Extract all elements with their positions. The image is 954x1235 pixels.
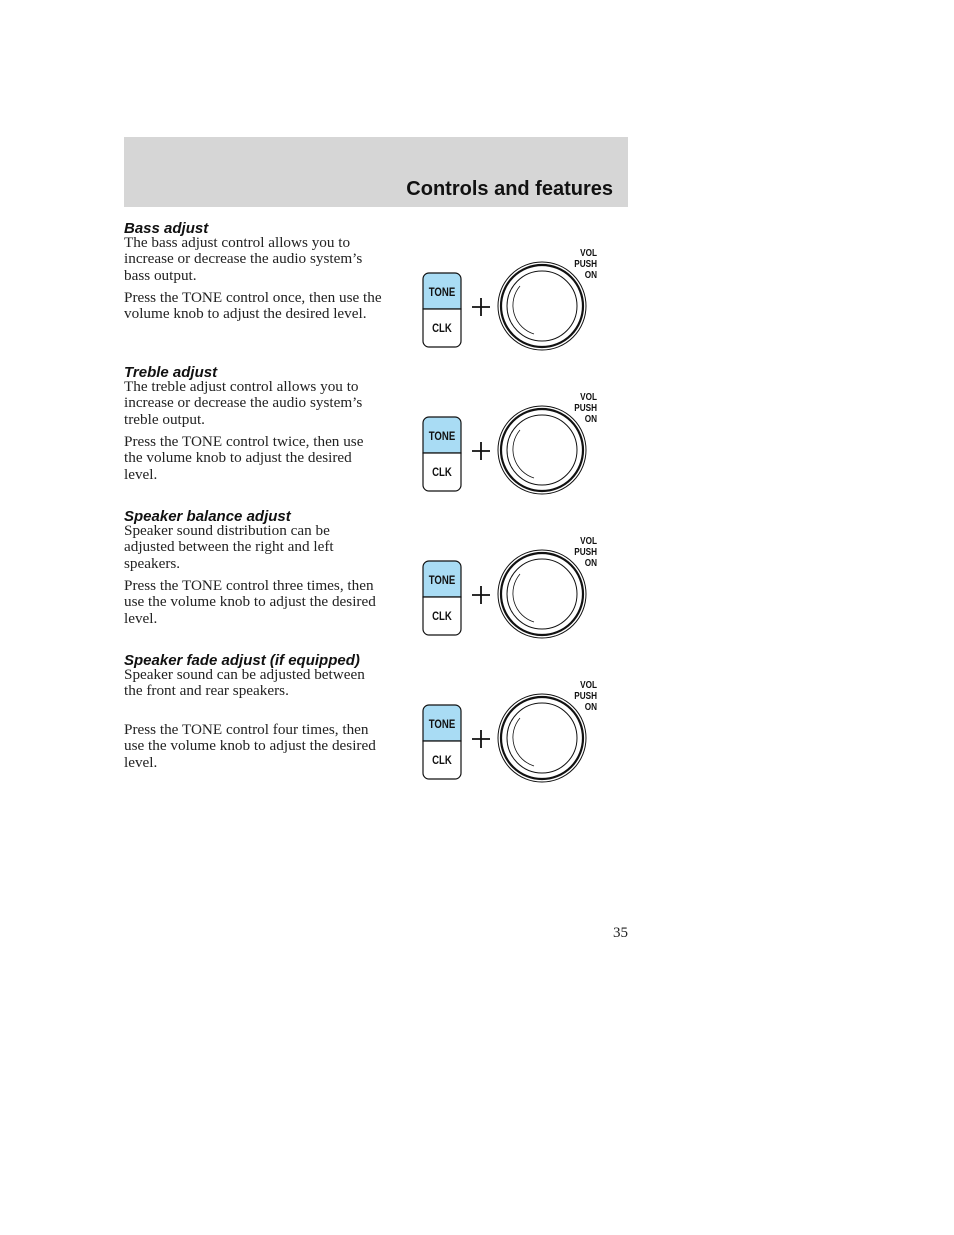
section-heading: Speaker fade adjust (if equipped) xyxy=(124,652,360,669)
on-label: ON xyxy=(584,269,597,281)
push-label: PUSH xyxy=(574,402,597,414)
tone-volume-diagram xyxy=(422,526,597,651)
page-title: Controls and features xyxy=(406,178,613,200)
plus-icon xyxy=(472,442,490,460)
tone-label: TONE xyxy=(428,574,456,588)
vol-label: VOL xyxy=(580,247,597,259)
section-paragraph-1: The treble adjust control allows you to increase or decrease the audio system’s treble output. xyxy=(124,378,363,428)
header-band xyxy=(124,137,628,207)
section xyxy=(124,364,597,508)
section-paragraph-1: Speaker sound can be adjusted between the front and rear speakers. xyxy=(124,666,365,700)
section-heading: Bass adjust xyxy=(124,220,209,237)
tone-label: TONE xyxy=(428,286,456,300)
section-paragraph-1: The bass adjust control allows you to increase or decrease the audio system’s bass output. xyxy=(124,234,363,284)
diagram-svg xyxy=(422,238,597,363)
diagram-svg xyxy=(422,526,597,651)
on-label: ON xyxy=(584,701,597,713)
tone-label: TONE xyxy=(428,430,456,444)
tone-volume-diagram xyxy=(422,238,597,363)
volume-knob-icon xyxy=(498,694,586,782)
clk-label: CLK xyxy=(432,610,452,624)
clk-label: CLK xyxy=(432,466,452,480)
diagram-svg xyxy=(422,670,597,795)
diagram-svg xyxy=(422,382,597,507)
section-paragraph-2: Press the TONE control three times, then use the volume knob to adjust the desired level. xyxy=(124,577,376,627)
tone-volume-diagram xyxy=(422,670,597,795)
on-label: ON xyxy=(584,557,597,569)
clk-label: CLK xyxy=(432,754,452,768)
volume-knob-icon xyxy=(498,406,586,494)
vol-label: VOL xyxy=(580,535,597,547)
section xyxy=(124,220,597,364)
plus-icon xyxy=(472,586,490,604)
section-heading: Speaker balance adjust xyxy=(124,508,291,525)
plus-icon xyxy=(472,298,490,316)
push-label: PUSH xyxy=(574,258,597,270)
section-paragraph-1: Speaker sound distribution can be adjusted between the right and left speakers. xyxy=(124,522,334,572)
volume-knob-icon xyxy=(498,550,586,638)
page-number: 35 xyxy=(613,925,628,941)
volume-knob-icon xyxy=(498,262,586,350)
section-heading: Treble adjust xyxy=(124,364,218,381)
tone-label: TONE xyxy=(428,718,456,732)
plus-icon xyxy=(472,730,490,748)
tone-volume-diagram xyxy=(422,382,597,507)
on-label: ON xyxy=(584,413,597,425)
section-paragraph-2: Press the TONE control four times, then use the volume knob to adjust the desired level. xyxy=(124,721,376,771)
push-label: PUSH xyxy=(574,690,597,702)
push-label: PUSH xyxy=(574,546,597,558)
section xyxy=(124,508,597,652)
vol-label: VOL xyxy=(580,679,597,691)
section-paragraph-2: Press the TONE control twice, then use the volume knob to adjust the desired level. xyxy=(124,433,364,483)
clk-label: CLK xyxy=(432,322,452,336)
section xyxy=(124,652,597,796)
vol-label: VOL xyxy=(580,391,597,403)
section-paragraph-2: Press the TONE control once, then use the volume knob to adjust the desired level. xyxy=(124,289,382,323)
